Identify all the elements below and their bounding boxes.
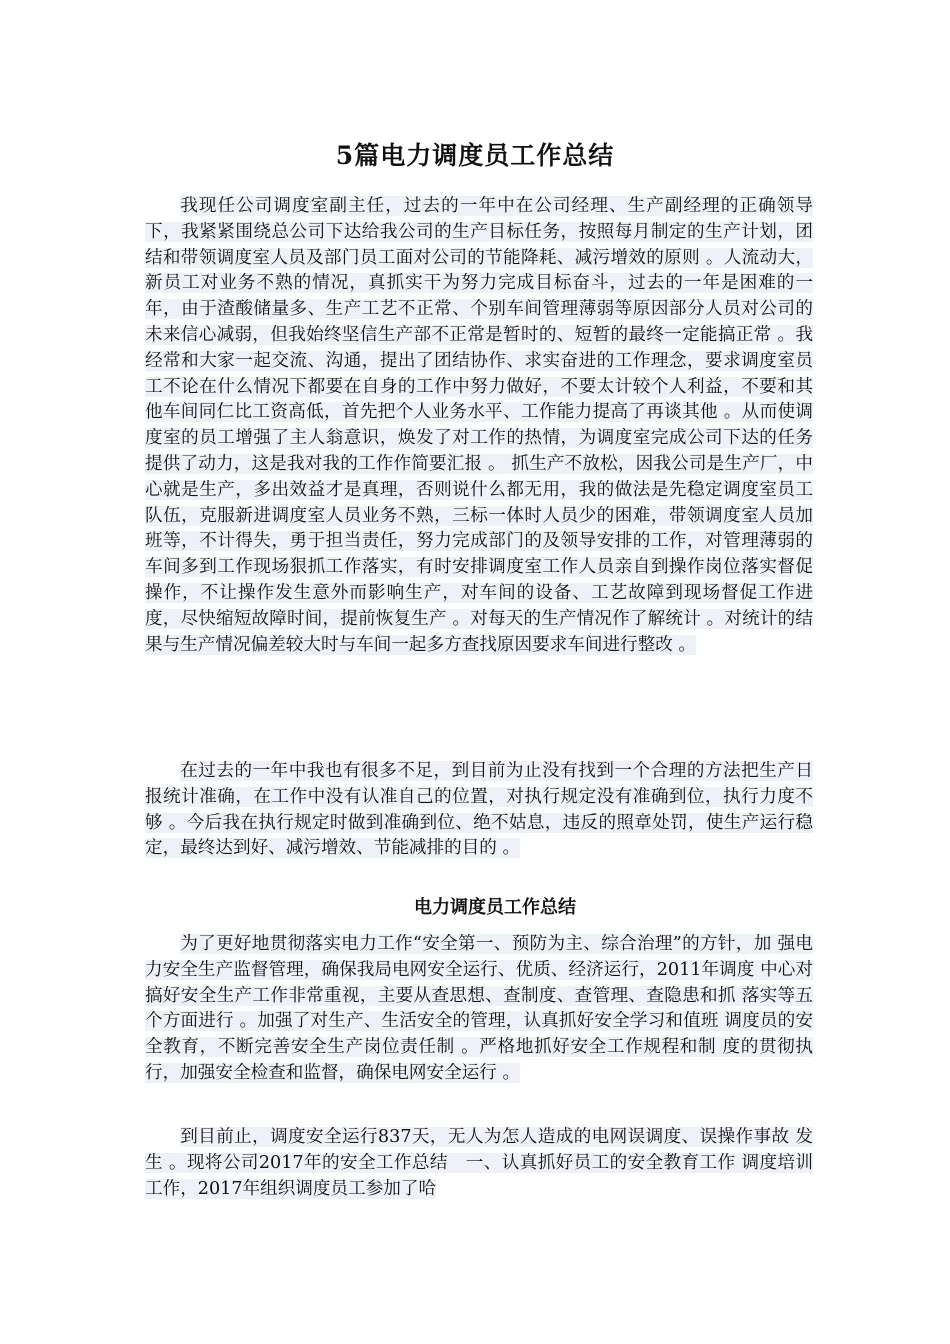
paragraph-2 <box>145 759 813 862</box>
paragraph-4 <box>145 1125 813 1202</box>
paragraph-3 <box>145 932 813 1087</box>
paragraph-2-text: 在过去的一年中我也有很多不足，到目前为止没有找到一个合理的方法把生产日报统计准确，在工作中没有认准自己的位置，对执行规定没有准确到位，执行力度不够 。今后我在执行规定时做到准确到位、绝不姑息，违反的照章处罚，使生产运行稳定，最终达到好、减污增效、节能减排的目的 。 <box>145 761 813 859</box>
paragraph-1-text: 我现任公司调度室副主任，过去的一年中在公司经理、生产副经理的正确领导下，我紧紧围绕总公司下达给我公司的生产目标任务，按照每月制定的生产计划，团结和带领调度室人员及部门员工面对公司的节能降耗、减污增效的原则 。人流动大，新员工对业务不熟的情况，真抓实干为努力完成目标奋斗，过去的一年是困难的一年，由于渣酸储量多、生产工艺不正常、个别车间管理薄弱等原因部分人员对公司的未来信心减弱，但我始终坚信生产部不正常是暂时的、短暂的最终一定能搞正常 。我经常和大家一起交流、沟通，提出了团结协作、求实奋进的工作理念，要求调度室员工不论在什么情况下都要在自身的工作中努力做好，不要太计较个人利益，不要和其他车间同仁比工资高低，首先把个人业务水平、工作能力提高了再谈其他 。从而使调度室的员工增强了主人翁意识，焕发了对工作的热情，为调度室完成公司下达的任务提供了动力，这是我对我的工作作简要汇报 。 抓生产不放松，因我公司是生产厂，中心就是生产，多出效益才是真理，否则说什么都无用，我的做法是先稳定调度室员工队伍，克服新进调度室人员业务不熟，三标一体时人员少的困难，带领调度室人员加班等，不计得失，勇于担当责任，努力完成部门的及领导安排的工作，对管理薄弱的车间多到工作现场狠抓工作落实，有时安排调度室工作人员亲自到操作岗位落实督促操作，不让操作发生意外而影响生产，对车间的设备、工艺故障到现场督促工作进度，尽快缩短故障时间，提前恢复生产 。对每天的生产情况作了解统计 。对统计的结果与生产情况偏差较大时与车间一起多方查找原因要求车间进行整改 。 <box>145 196 813 655</box>
paragraph-3-text: 为了更好地贯彻落实电力工作“安全第一、预防为主、综合治理”的方针，加 强电力安全生产监督管理，确保我局电网安全运行、优质、经济运行，2011年调度 中心对搞好安全生产工作非常重视，主要从查思想、查制度、查管理、查隐患和抓 落实等五个方面进行 。加强了对生产、生活安全的管理，认真抓好安全学习和值班 调度员的安全教育，不断完善安全生产岗位责任制 。严格地抓好安全工作规程和制 度的贯彻执行，加强安全检查和监督，确保电网安全运行 。 <box>145 934 813 1083</box>
document-title: 5篇电力调度员工作总结 <box>335 141 615 170</box>
paragraph-1 <box>145 194 813 658</box>
section-subtitle: 电力调度员工作总结 <box>414 897 576 918</box>
paragraph-4-text: 到目前止，调度安全运行837天，无人为怎人造成的电网误调度、误操作事故 发生 。现将公司2017年的安全工作总结 一、认真抓好员工的安全教育工作 调度培训工作，2017年组织调度员工参加了哈 <box>145 1127 813 1199</box>
